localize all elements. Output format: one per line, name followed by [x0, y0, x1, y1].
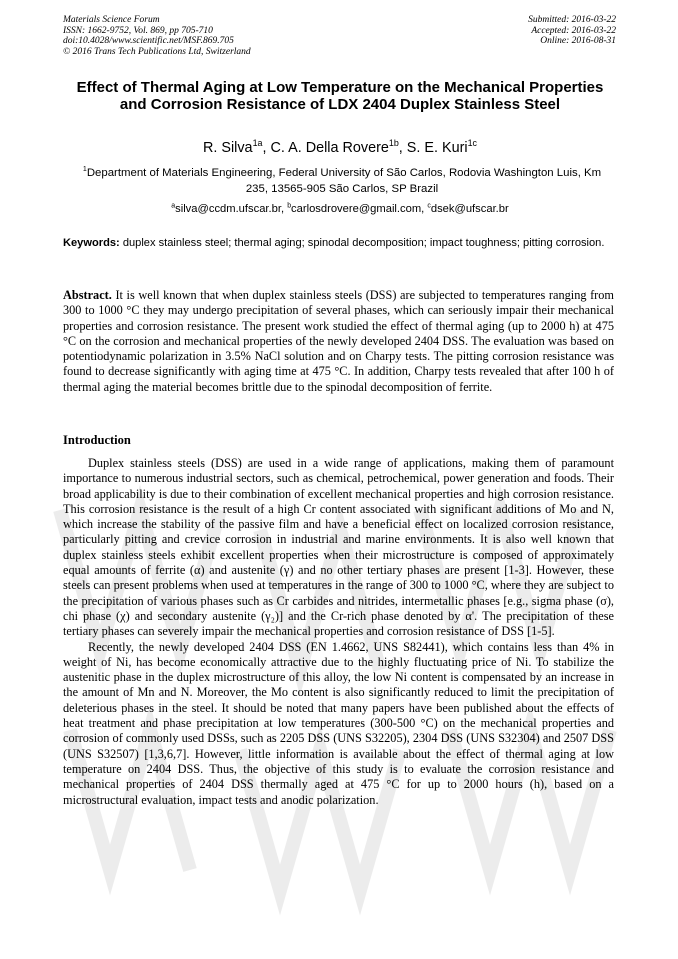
- abstract-text: It is well known that when duplex stainless steels (DSS) are subjected to temperatures ranging from 300 to 1000 °C they may undergo precipitation of several phases, which can seriously impair their mechanical properties and corrosion resistance. The present work studied the effect of thermal aging (up to 2000 h) at 475 °C on the corrosion and mechanical properties of the newly developed 2404 DSS. The evaluation was based on potentiodynamic polarization in 3.5% NaCl solution and on Charpy tests. The pitting corrosion resistance was found to decrease significantly with aging time at 475 °C. In addition, Charpy tests revealed that after 100 h of thermal aging the material becomes brittle due to the spinodal decomposition of ferrite.: [63, 288, 614, 394]
- email-superscript: b: [287, 202, 292, 210]
- email-address: dsek@ufscar.br: [430, 203, 509, 215]
- keywords-block: [63, 236, 614, 251]
- email-superscript: c: [427, 202, 431, 210]
- abstract-block: [63, 288, 614, 395]
- abstract-label: Abstract.: [63, 288, 112, 302]
- paragraph: Duplex stainless steels (DSS) are used in a wide range of applications, making them of paramount importance to numerous industrial sectors, such as chemical, petrochemical, power generation and foods. Their broad applicability is due to their combination of excellent mechanical properties and high corrosion resistance. This corrosion resistance is the result of a high Cr content associated with significant additions of Mo and N, which increase the stability of the passive film and have a beneficial effect on localized corrosion resistance, particularly pitting and crevice corrosion in industrial and marine environments. It is also well known that duplex stainless steels exhibit excellent properties when their microstructure is composed of approximately equal amounts of ferrite (α) and austenite (γ) and no other tertiary phases are present [1-3]. However, these steels can present problems when used at temperatures in the range of 300 to 1000 °C, where they are subject to the precipitation of various phases such as Cr carbides and nitrides, intermetallic phases [e.g., sigma phase (σ), chi phase (χ) and secondary austenite (γ₂)] and the Cr-rich phase denoted by α'. The precipitation of these tertiary phases can severely impair the mechanical properties and corrosion resistance of DSS [1-5].: [63, 456, 614, 639]
- author-name: S. E. Kuri: [406, 140, 468, 156]
- submission-dates: [528, 15, 616, 47]
- email-address: carlosdrovere@gmail.com: [291, 203, 422, 215]
- affiliation: [82, 166, 602, 197]
- copyright-line: © 2016 Trans Tech Publications Ltd, Switzerland: [63, 46, 251, 57]
- author-superscript: 1a: [252, 138, 263, 149]
- submitted-date: Submitted: 2016-03-22: [528, 15, 616, 25]
- doi-line: doi:10.4028/www.scientific.net/MSF.869.705: [63, 36, 234, 47]
- accepted-date: Accepted: 2016-03-22: [531, 25, 616, 36]
- keywords-text: duplex stainless steel; thermal aging; spinodal decomposition; impact toughness; pitting corrosion.: [122, 237, 605, 249]
- online-date: Online: 2016-08-31: [540, 36, 616, 47]
- author-name: C. A. Della Rovere: [270, 140, 389, 156]
- affiliation-text: Department of Materials Engineering, Federal University of São Carlos, Rodovia Washington Luis, Km 235, 13565-905 São Carlos, SP Brazil: [86, 167, 602, 195]
- introduction-body: [63, 456, 614, 808]
- author-superscript: 1b: [388, 138, 399, 149]
- author-superscript: 1c: [467, 138, 477, 149]
- email-superscript: a: [171, 202, 176, 210]
- email-address: silva@ccdm.ufscar.br: [175, 203, 281, 215]
- journal-name: Materials Science Forum: [63, 15, 160, 25]
- affiliation-superscript: 1: [82, 166, 87, 174]
- section-heading: Introduction: [63, 433, 131, 447]
- issn-line: ISSN: 1662-9752, Vol. 869, pp 705-710: [63, 25, 213, 36]
- author-list: R. Silva$^{1a}$, C. A. Della Rovere$^{1b}$, S. E. Kuri$^{1c}$: [202, 138, 477, 156]
- email-list: $^a$silva@ccdm.ufscar.br, $^b$carlosdrovere@gmail.com, $^c$dsek@ufscar.br: [171, 202, 509, 215]
- paper-title: Effect of Thermal Aging at Low Temperature on the Mechanical Properties and Corrosion Resistance of LDX 2404 Duplex Stainless Steel: [76, 79, 604, 114]
- author-name: R. Silva: [202, 140, 253, 156]
- keywords-label: Keywords:: [63, 237, 120, 249]
- paragraph: Recently, the newly developed 2404 DSS (EN 1.4662, UNS S82441), which contains less than 4% in weight of Ni, has become economically attractive due to the highly fluctuating price of Ni. To stabilize the austenitic phase in the duplex microstructure of this alloy, the low Ni content is compensated by an increase in the amount of Mn and N. Moreover, the Mo content is also significantly reduced to limit the precipitation of deleterious phases in the steel. It should be noted that many papers have been published about the effects of heat treatment and phase precipitation at low temperatures (300-500 °C) on the mechanical properties and corrosion of commonly used DSSs, such as 2205 DSS (UNS S32205), 2304 DSS (UNS S32304) and 2507 DSS (UNS S32507) [1,3,6,7]. However, little information is available about the effect of thermal aging at low temperature on 2404 DSS. Thus, the objective of this study is to evaluate the corrosion resistance and mechanical properties of 2404 DSS thermally aged at 475 °C for up to 2000 hours (h), based on a microstructural evaluation, impact tests and anodic polarization.: [63, 639, 614, 807]
- journal-info: [63, 15, 251, 57]
